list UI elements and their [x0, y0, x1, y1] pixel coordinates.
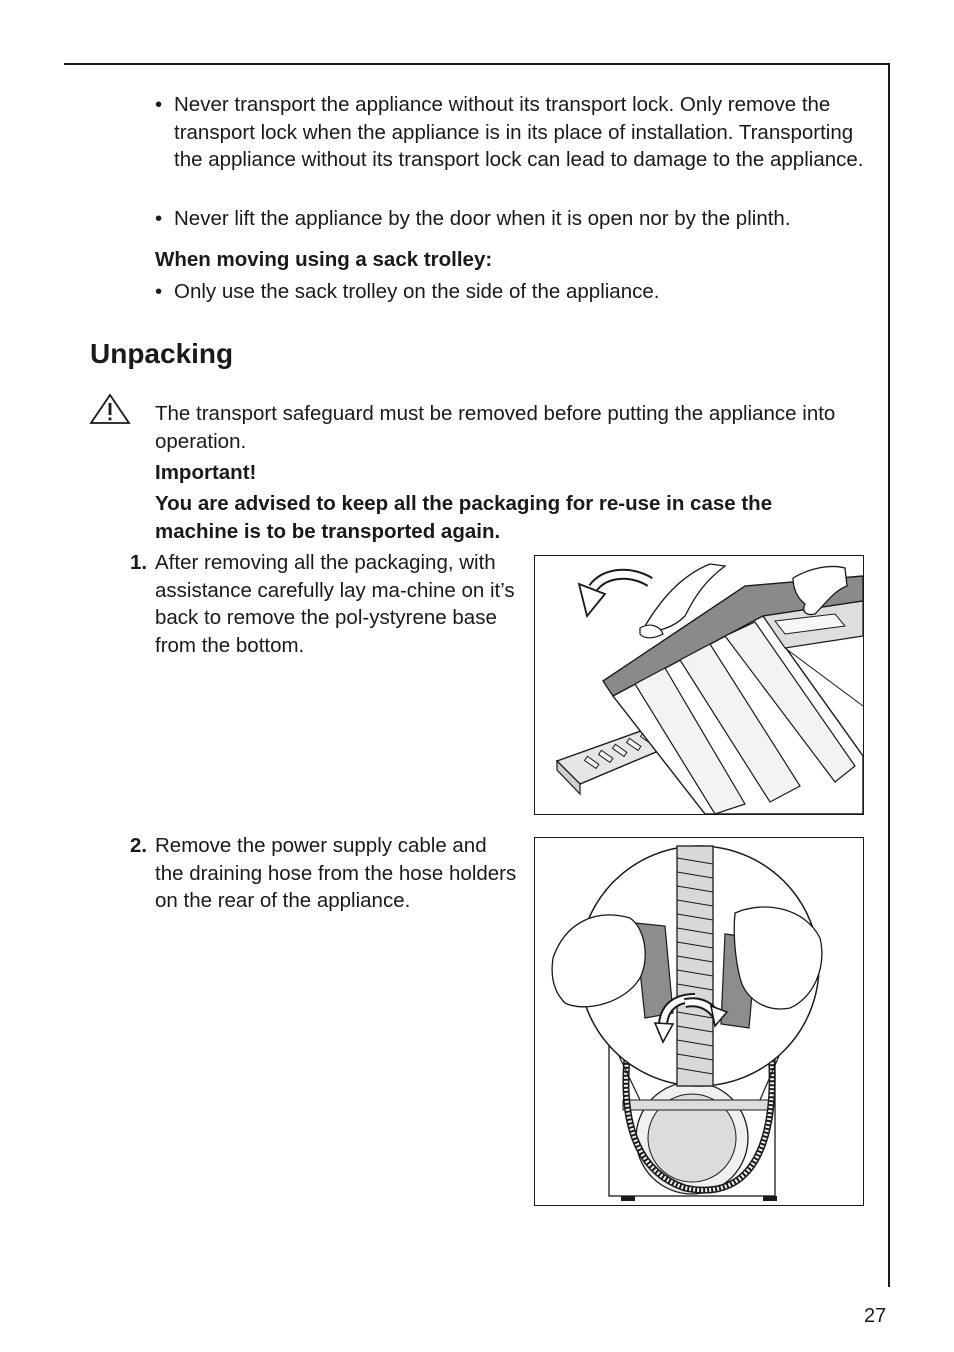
- section-title: Unpacking: [90, 338, 234, 369]
- figure-hose-holders: [534, 837, 864, 1206]
- bullet-item: [155, 205, 875, 233]
- bullet-text: Never transport the appliance without its transport lock. Only remove the transport lock when the appliance is in its place of installation. Transporting the appliance without its transport lock can lead to damage to the appliance.: [174, 93, 864, 171]
- important-text: You are advised to keep all the packaging for re-use in case the machine is to be transported again.: [155, 492, 773, 543]
- side-rule: [888, 63, 890, 1287]
- bullet-text: Only use the sack trolley on the side of the appliance.: [174, 280, 660, 303]
- bullet-dot: •: [155, 280, 163, 303]
- bullet-item: [155, 91, 875, 174]
- lay-machine-illustration: [535, 556, 863, 814]
- step-text: Remove the power supply cable and the draining hose from the hose holders on the rear of the appliance.: [155, 834, 517, 912]
- bullet-item: [155, 278, 875, 306]
- top-rule: [64, 63, 890, 65]
- important-label: Important!: [155, 461, 257, 484]
- bullet-dot: •: [155, 207, 163, 230]
- bullet-dot: •: [155, 93, 163, 116]
- step-number: 2.: [130, 834, 148, 857]
- step-text: After removing all the packaging, with assistance carefully lay ma-chine on it’s back to remove the pol-ystyrene base from the bottom.: [155, 551, 515, 657]
- step-item: [130, 832, 520, 915]
- warning-text: The transport safeguard must be removed before putting the appliance into operation.: [155, 402, 836, 453]
- page-number: 27: [864, 1305, 887, 1327]
- sack-trolley-heading: When moving using a sack trolley:: [155, 248, 493, 271]
- bullet-text: Never lift the appliance by the door when it is open nor by the plinth.: [174, 207, 791, 230]
- hose-holders-illustration: [535, 838, 863, 1205]
- step-item: [130, 549, 520, 659]
- step-number: 1.: [130, 551, 148, 574]
- figure-lay-machine: [534, 555, 864, 815]
- warning-triangle-icon: [89, 393, 131, 425]
